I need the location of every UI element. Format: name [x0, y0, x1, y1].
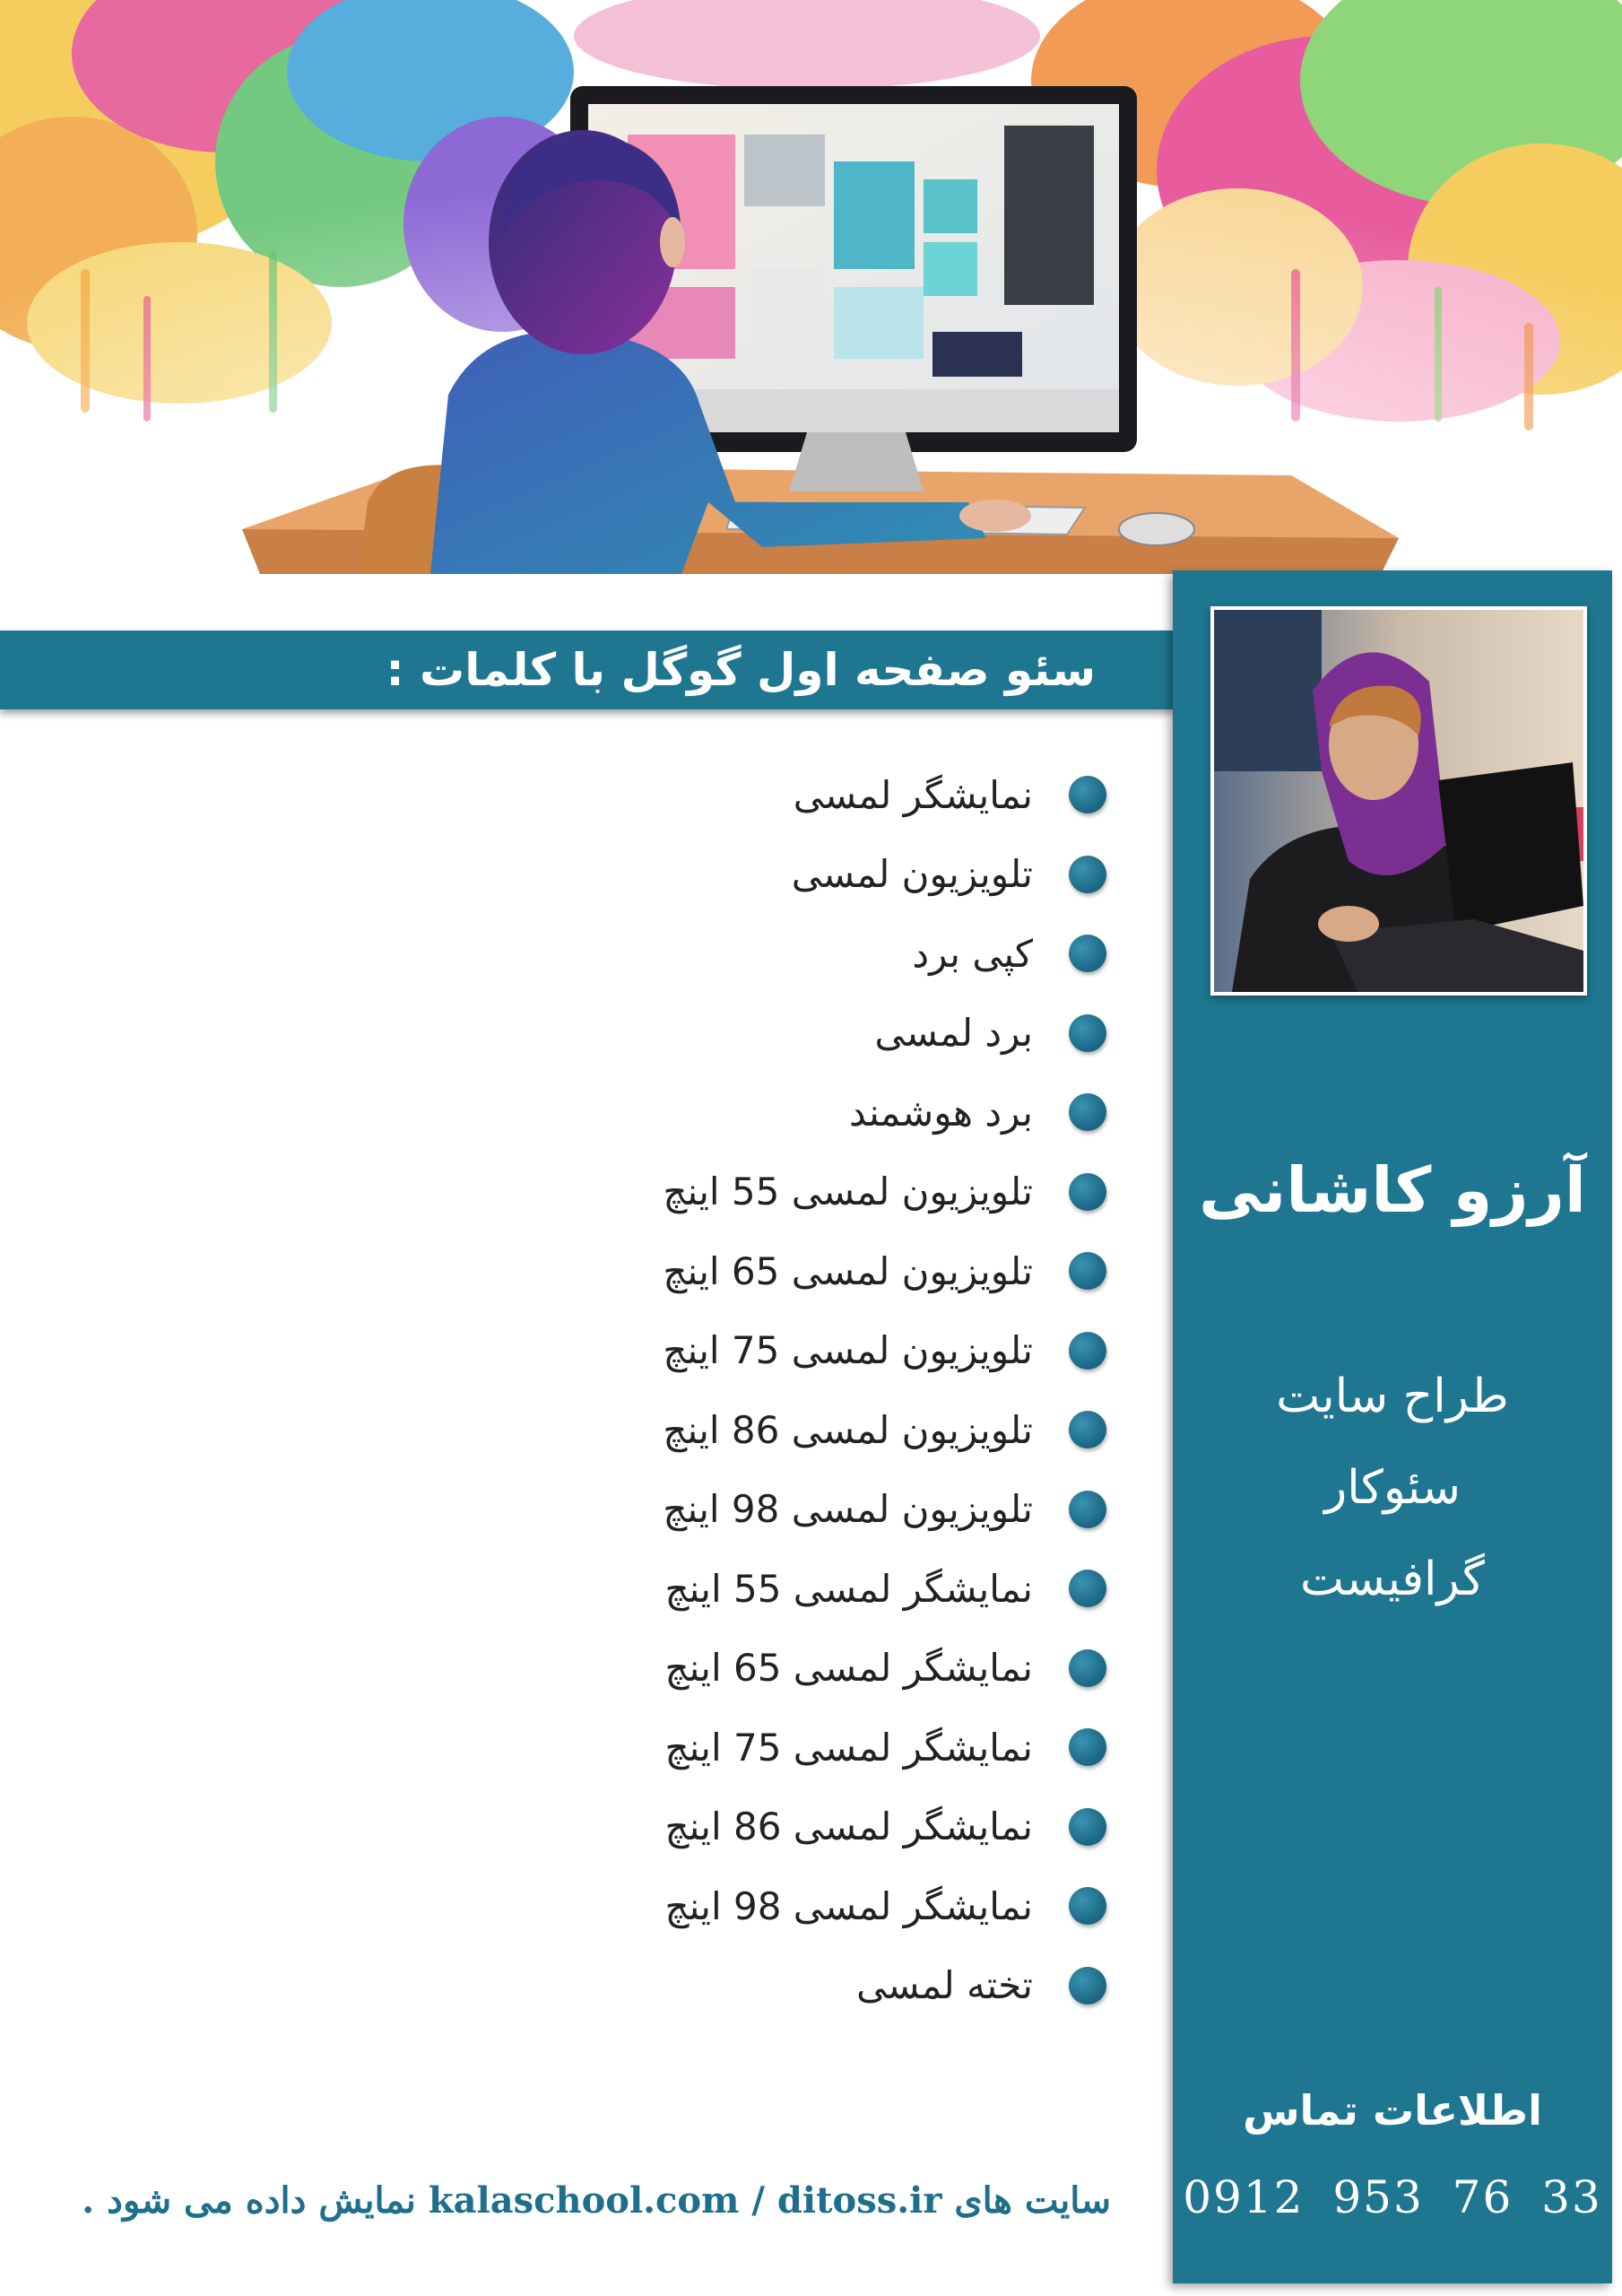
- keyword-text: برد لمسی: [874, 1011, 1033, 1056]
- list-item: [425, 914, 1106, 994]
- bullet-icon: [1069, 1649, 1106, 1687]
- list-item: [425, 1073, 1106, 1152]
- role-item: سئوکار: [1324, 1461, 1461, 1515]
- bullet-icon: [1069, 1332, 1106, 1370]
- keyword-list: [425, 755, 1106, 2025]
- list-item: [425, 1708, 1106, 1787]
- list-item: [425, 1311, 1106, 1391]
- profile-sidebar: [1173, 570, 1612, 2283]
- list-item: [425, 1787, 1106, 1867]
- bullet-icon: [1069, 1014, 1106, 1052]
- contact-title: اطلاعات تماس: [1243, 2086, 1542, 2135]
- keyword-text: نمایشگر لمسی 86 اینچ: [664, 1805, 1033, 1849]
- bullet-icon: [1069, 1252, 1106, 1290]
- bullet-icon: [1069, 1887, 1106, 1925]
- footer-note: سایت های kalaschool.com / ditoss.ir نمایش داده می شود .: [82, 2179, 1111, 2222]
- keyword-text: تلویزیون لمسی: [791, 852, 1033, 897]
- list-item: [425, 1470, 1106, 1550]
- bullet-icon: [1069, 1093, 1106, 1131]
- title-banner: [0, 631, 1175, 709]
- bullet-icon: [1069, 1173, 1106, 1211]
- profile-photo: [1210, 606, 1587, 996]
- list-item: [425, 1866, 1106, 1946]
- list-item: [425, 994, 1106, 1074]
- keyword-text: برد هوشمند: [849, 1090, 1033, 1135]
- bullet-icon: [1069, 776, 1106, 813]
- bullet-icon: [1069, 1570, 1106, 1607]
- bullet-icon: [1069, 1411, 1106, 1448]
- list-item: [425, 835, 1106, 915]
- keyword-text: نمایشگر لمسی 65 اینچ: [664, 1646, 1033, 1691]
- list-item: [425, 1390, 1106, 1470]
- hero-illustration: [0, 0, 1622, 574]
- bullet-icon: [1069, 935, 1106, 972]
- keyword-text: تلویزیون لمسی 86 اینچ: [663, 1407, 1033, 1452]
- keyword-text: نمایشگر لمسی 98 اینچ: [664, 1883, 1033, 1928]
- list-item: [425, 1152, 1106, 1232]
- keyword-text: تلویزیون لمسی 65 اینچ: [663, 1248, 1033, 1293]
- contact-phone[interactable]: 0912 953 76 33: [1183, 2171, 1602, 2223]
- keyword-text: تخته لمسی: [856, 1963, 1033, 2008]
- bullet-icon: [1069, 1967, 1106, 2005]
- keyword-text: نمایشگر لمسی: [793, 772, 1033, 817]
- list-item: [425, 1231, 1106, 1311]
- list-item: [425, 1629, 1106, 1709]
- keyword-text: تلویزیون لمسی 55 اینچ: [663, 1170, 1033, 1214]
- role-item: گرافیست: [1300, 1552, 1485, 1606]
- keyword-text: کپی برد: [912, 931, 1033, 976]
- bullet-icon: [1069, 1728, 1106, 1766]
- list-item: [425, 1549, 1106, 1629]
- bullet-icon: [1069, 1808, 1106, 1846]
- bullet-icon: [1069, 856, 1106, 893]
- keyword-text: نمایشگر لمسی 55 اینچ: [664, 1566, 1033, 1611]
- list-item: [425, 755, 1106, 835]
- keyword-text: تلویزیون لمسی 98 اینچ: [663, 1487, 1033, 1532]
- role-list: [1173, 1351, 1612, 1625]
- role-item: طراح سایت: [1276, 1370, 1509, 1423]
- keyword-text: نمایشگر لمسی 75 اینچ: [664, 1725, 1033, 1770]
- keyword-text: تلویزیون لمسی 75 اینچ: [663, 1328, 1033, 1373]
- person-name: آرزو کاشانی: [1199, 1153, 1586, 1227]
- page-title: سئو صفحه اول گوگل با کلمات :: [386, 644, 1096, 696]
- bullet-icon: [1069, 1491, 1106, 1528]
- list-item: [425, 1946, 1106, 2026]
